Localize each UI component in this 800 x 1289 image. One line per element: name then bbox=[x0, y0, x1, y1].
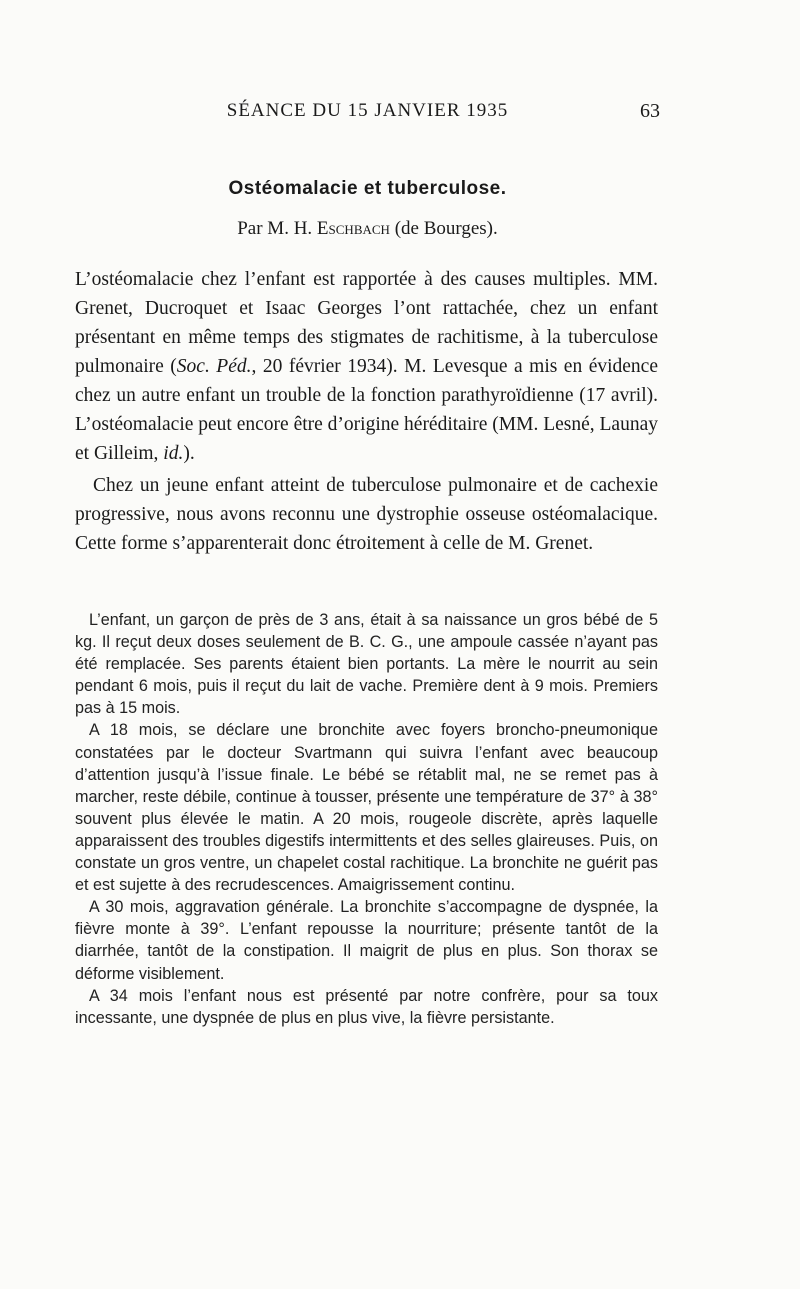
page-number: 63 bbox=[640, 100, 660, 122]
running-title: SÉANCE DU 15 JANVIER 1935 bbox=[226, 100, 509, 121]
intro-section bbox=[75, 265, 658, 558]
case-paragraph: A 34 mois l’enfant nous est présenté par notre confrère, pour sa toux incessante, une dyspnée de plus en plus vive, la fièvre persistante. bbox=[75, 986, 658, 1027]
intro-paragraph-1 bbox=[75, 265, 658, 468]
case-paragraph: L’enfant, un garçon de près de 3 ans, était à sa naissance un gros bébé de 5 kg. Il reçut deux doses seulement de B. C. G., une ampoule cassée n’ayant pas été remplacée. Ses parents étaient bien portants. La mère le nourrit au sein pendant 6 mois, puis il reçut du lait de vache. Première dent à 9 mois. Premiers pas à 15 mois. bbox=[75, 611, 658, 718]
citation-italic: id. bbox=[163, 443, 184, 464]
intro-text: ). bbox=[183, 443, 195, 464]
running-head bbox=[75, 100, 660, 130]
byline-prefix: Par M. H. bbox=[237, 218, 313, 239]
case-report bbox=[75, 609, 658, 1029]
byline-suffix: (de Bourges). bbox=[394, 218, 498, 239]
intro-text: , 20 février 1934). M. Levesque a mis en évidence chez un autre enfant un trouble de la fonction parathyroïdienne (17 avril). L’ostéomalacie peut encore être d’origine héréditaire (MM. Lesné, Launay et Gilleim, bbox=[75, 356, 658, 464]
case-paragraph: A 30 mois, aggravation générale. La bronchite s’accompagne de dyspnée, la fièvre monte à 39°. L’enfant repousse la nourriture; présente tantôt de la diarrhée, tantôt de la constipation. Il maigrit de plus en plus. Son thorax se déforme visiblement. bbox=[75, 898, 658, 983]
case-paragraph: A 18 mois, se déclare une bronchite avec foyers broncho-pneumonique constatées par le docteur Svartmann qui suivra l’enfant avec beaucoup d’attention jusqu’à l’issue finale. Le bébé se rétablit mal, ne se remet pas à marcher, reste débile, continue à tousser, présente une température de 37° à 38° souvent plus élevée le matin. A 20 mois, rougeole discrète, après laquelle apparaissent des troubles digestifs intermittents et des selles glaireuses. Puis, on constate un gros ventre, un chapelet costal rachitique. La bronchite ne guérit pas et est sujette à des recrudescences. Amaigrissement continu. bbox=[75, 721, 658, 895]
article-byline bbox=[75, 218, 660, 240]
author-name: Eschbach bbox=[316, 218, 390, 239]
article-title: Ostéomalacie et tuberculose. bbox=[228, 178, 507, 199]
intro-paragraph-2: Chez un jeune enfant atteint de tuberculose pulmonaire et de cachexie progressive, nous avons reconnu une dystrophie osseuse ostéomalacique. Cette forme s’apparenterait donc étroitement à celle de M. Grenet. bbox=[75, 475, 658, 554]
intro-text: L’ostéomalacie chez l’enfant est rapportée à des causes multiples. MM. Grenet, Ducroquet et Isaac Georges l’ont rattachée, chez un enfant présentant en même temps des stigmates de rachitisme, à la tuberculose pulmonaire ( bbox=[75, 269, 658, 377]
citation-italic: Soc. Péd. bbox=[176, 356, 252, 377]
